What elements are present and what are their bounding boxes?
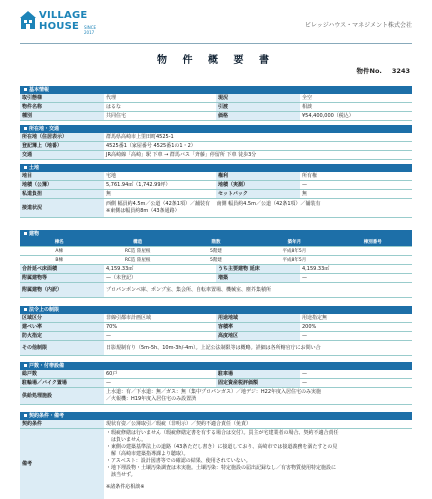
text-basic-1-3: 相談 xyxy=(300,103,412,112)
logo-line2: HOUSE xyxy=(39,21,80,32)
text-location-2-0: 交通 xyxy=(20,151,104,160)
text-building-rows-1-1: RC造 陸屋根 xyxy=(98,256,176,265)
text-sections-units: 戸数・付帯設備 xyxy=(29,363,65,369)
property-number xyxy=(357,66,410,75)
text-location-0-1: 群馬県高崎市上里田町4525-1 xyxy=(104,133,412,142)
text-units-0-0: 総戸数 xyxy=(20,370,104,379)
text-law-2-3: — xyxy=(300,332,412,341)
table-header xyxy=(20,238,412,247)
text-units-0-2: 駐車場 xyxy=(216,370,300,379)
table-row xyxy=(20,112,412,121)
text-building-rows2-1-1: —（未登記） xyxy=(104,274,216,283)
text-supply-line1: 上水道：有／下水道：無／ガス：無（集中プロパンガス）／地デジ：H22年度入居住宅のみ実施 xyxy=(106,389,322,395)
text-units-0-3: — xyxy=(300,370,412,379)
table-row xyxy=(20,247,412,256)
law-table xyxy=(20,314,412,356)
text-basic-0-0: 取引態様 xyxy=(20,94,104,103)
text-basic-0-2: 現況 xyxy=(216,94,300,103)
table-row xyxy=(20,199,412,218)
text-land-road_line1: 西側 幅員約4.5m／公道（42条1項）／舗装有 南側 幅員約4.5m／公道（42条1項）／舗装有 xyxy=(106,201,321,207)
text-terms-notes-1: は負いません。 xyxy=(106,437,147,443)
text-supply-label: 供給処理施設 xyxy=(20,388,104,405)
text-land-rows-2-0: 私道負担 xyxy=(20,190,104,199)
building-area-table xyxy=(20,265,412,298)
text-location-1-1: 4525番1（家屋番号 4525番1の1・2） xyxy=(104,142,412,151)
text-building-rows2-1-3: — xyxy=(300,274,412,283)
text-law_other-label: その他制限 xyxy=(20,341,104,356)
text-location-2-1: JR高崎線「高崎」駅 下車 → 群馬バス「斉藤」停留所 下車 徒歩3分 xyxy=(104,151,412,160)
text-terms-notes-0: ・瑕疵修繕は行いません（瑕疵修繕定書を有する場合は交付）。買主が宅建業者の場合、契約不適合責任 xyxy=(106,430,339,436)
text-location-1-0: 登記簿上（地番） xyxy=(20,142,104,151)
text-terms-contract: 現状有姿／公簿取引／瑕疵（非明示）／契約不適合責任（免責） xyxy=(104,420,412,429)
notes-text xyxy=(104,429,412,499)
text-building-rows2-0-0: 合計延べ床面積 xyxy=(20,265,104,274)
building-table xyxy=(20,238,412,265)
table-row xyxy=(20,265,412,274)
text-terms-notes-8: ※諸条件応相談※ xyxy=(106,484,145,490)
table-row xyxy=(20,379,412,388)
logo-line1: VILLAGE xyxy=(39,10,88,21)
header xyxy=(0,0,432,44)
text-law-1-3: 200% xyxy=(300,323,412,332)
location-table xyxy=(20,133,412,160)
table-row xyxy=(20,256,412,265)
text-units-0-1: 60戸 xyxy=(104,370,216,379)
basic-table xyxy=(20,94,412,121)
text-basic-0-1: 代理 xyxy=(104,94,216,103)
text-land-rows-0-3: 所有権 xyxy=(300,172,412,181)
text-land-rows-1-3: — xyxy=(300,181,412,190)
table-row xyxy=(20,341,412,356)
text-basic-2-3: ¥54,400,000（税込） xyxy=(300,112,412,121)
text-land-rows-0-2: 権利 xyxy=(216,172,300,181)
village-house-logo xyxy=(20,8,100,40)
text-terms-notes-5: ・地下埋設物・土壌汚染調査は未実施。土壌汚染：特定施設の届出記録なし／有害物質使用特定施設に xyxy=(106,465,337,471)
text-law_other-value: 日影規制有り（5m-5h、10m-3h/-4m）。上記公法制限等は概略。詳細は各所轄官庁にお問い合 xyxy=(104,341,412,356)
text-building-rows2-1-0: 附属建物等 xyxy=(20,274,104,283)
text-law-1-0: 建ぺい率 xyxy=(20,323,104,332)
text-building-headers-2: 階数 xyxy=(177,238,255,247)
section-law xyxy=(20,306,412,314)
section-units xyxy=(20,362,412,370)
text-building-headers-0: 棟名 xyxy=(20,238,98,247)
text-building-rows-1-3: 平成8年5月 xyxy=(255,256,333,265)
text-building-rows-1-0: B棟 xyxy=(20,256,98,265)
table-row xyxy=(20,133,412,142)
table-row xyxy=(20,103,412,112)
section-terms xyxy=(20,412,412,420)
text-law-1-1: 70% xyxy=(104,323,216,332)
text-units-1-1: — xyxy=(104,379,216,388)
logo-sub: SINCE 2017 xyxy=(84,25,97,35)
text-units-1-3: — xyxy=(300,379,412,388)
text-basic-0-3: 全空 xyxy=(300,94,412,103)
text-terms-notes-6: 該当せず。 xyxy=(106,472,136,478)
text-basic-2-1: 共同住宅 xyxy=(104,112,216,121)
text-land-rows-0-0: 地目 xyxy=(20,172,104,181)
text-building-headers-4: 棟別番号 xyxy=(334,238,412,247)
text-building-rows-0-3: 平成8年5月 xyxy=(255,247,333,256)
text-units-1-0: 駐輪場／バイク置場 xyxy=(20,379,104,388)
text-location-0-0: 所在地（住居表示） xyxy=(20,133,104,142)
text-basic-1-0: 物件名称 xyxy=(20,103,104,112)
text-land-rows-1-2: 地積（実測） xyxy=(216,181,300,190)
text-building-rows-1-2: 5階建 xyxy=(177,256,255,265)
text-sections-basic: 基本情報 xyxy=(29,87,50,93)
section-land xyxy=(20,164,412,172)
table-row xyxy=(20,323,412,332)
text-land-rows-2-1: 無 xyxy=(104,190,216,199)
section-building xyxy=(20,230,412,238)
text-land-rows-2-3: 無 xyxy=(300,190,412,199)
units-table xyxy=(20,370,412,405)
table-row xyxy=(20,190,412,199)
table-row xyxy=(20,314,412,323)
text-building-headers-3: 築年月 xyxy=(255,238,333,247)
text-basic-2-0: 種別 xyxy=(20,112,104,121)
text-terms-notes-4: ・アスベスト：設計図書等での確認の結果、使用されていない。 xyxy=(106,458,251,464)
text-law-2-2: 高度地区 xyxy=(216,332,300,341)
table-row xyxy=(20,420,412,429)
text-basic-1-1: はるな xyxy=(104,103,216,112)
text-land-rows-2-2: セットバック xyxy=(216,190,300,199)
text-sections-land: 土地 xyxy=(29,165,40,171)
text-law-0-0: 区域区分 xyxy=(20,314,104,323)
text-building-rows2-0-1: 4,159.33㎡ xyxy=(104,265,216,274)
text-units-1-2: 固定資産税評価額 xyxy=(216,379,300,388)
text-terms-notes-3: 解（高崎市建築指導課より聴取）。 xyxy=(106,451,189,457)
text-building-rows2-1-2: 増築 xyxy=(216,274,300,283)
text-terms-contract_label: 契約条件 xyxy=(20,420,104,429)
text-building-headers-1: 構造 xyxy=(98,238,176,247)
text-building-rows2-0-2: うち主要建物 延床 xyxy=(216,265,300,274)
page-title: 物 件 概 要 書 xyxy=(157,55,275,66)
text-law-0-2: 用途地域 xyxy=(216,314,300,323)
property-number-label: 物件No. xyxy=(356,67,382,75)
section-location xyxy=(20,125,412,133)
text-law-1-2: 容積率 xyxy=(216,323,300,332)
text-land-rows-0-1: 宅地 xyxy=(104,172,216,181)
text-building-rows-0-1: RC造 陸屋根 xyxy=(98,247,176,256)
text-building-rows-0-0: A棟 xyxy=(20,247,98,256)
text-law-2-1: — xyxy=(104,332,216,341)
house-logo-icon xyxy=(20,10,36,30)
text-land-rows-1-0: 地積（公簿） xyxy=(20,181,104,190)
text-sections-location: 所在地・交通 xyxy=(29,126,60,132)
text-land-road_label: 接道状況 xyxy=(20,199,104,218)
text-basic-1-2: 引渡 xyxy=(216,103,300,112)
text-building-rows2-0-3: 4,159.33㎡ xyxy=(300,265,412,274)
text-land-rows-1-1: 5,761.94㎡（1,742.99坪） xyxy=(104,181,216,190)
text-law-0-3: 用途指定無 xyxy=(300,314,412,323)
text-building-facility: プロパンボンベ庫、ポンプ室、集会所、自転車置場、機械室、塵芥集積所 xyxy=(104,283,412,298)
text-sections-terms: 契約条件・備考 xyxy=(29,413,65,419)
company-name: ビレッジハウス・マネジメント株式会社 xyxy=(304,22,412,29)
header-divider xyxy=(20,43,412,44)
table-row xyxy=(20,370,412,379)
terms-table xyxy=(20,420,412,499)
table-row xyxy=(20,429,412,499)
text-building-facility_label: 附属建物（内訳） xyxy=(20,283,104,298)
table-row xyxy=(20,283,412,298)
table-row xyxy=(20,388,412,405)
text-law-0-1: 非線引都市計画区域 xyxy=(104,314,216,323)
text-land-road_line2: ※東側は幅員約8m（43条通路） xyxy=(106,208,180,214)
text-supply-line2: ／火報機：H19年度入居住宅のみ設置済 xyxy=(106,396,197,402)
text-sections-building: 建物 xyxy=(29,231,40,237)
text-law-2-0: 防火指定 xyxy=(20,332,104,341)
table-row xyxy=(20,94,412,103)
property-number-value: 3243 xyxy=(391,67,410,75)
section-basic xyxy=(20,86,412,94)
text-terms-notes_label: 備考 xyxy=(20,429,104,499)
land-table xyxy=(20,172,412,218)
text-sections-law: 法令上の制限 xyxy=(29,307,60,313)
table-row xyxy=(20,172,412,181)
table-row xyxy=(20,181,412,190)
table-row xyxy=(20,142,412,151)
text-building-rows-1-4 xyxy=(334,256,412,265)
table-row xyxy=(20,274,412,283)
table-row xyxy=(20,332,412,341)
text-basic-2-2: 価格 xyxy=(216,112,300,121)
text-terms-notes-2: ・東側の建築基準法上の道路（43条ただし書き）に接道しており、高崎市では接道義務を満たすとの見 xyxy=(106,444,338,450)
text-building-rows-0-2: 5階建 xyxy=(177,247,255,256)
table-row xyxy=(20,151,412,160)
text-building-rows-0-4 xyxy=(334,247,412,256)
